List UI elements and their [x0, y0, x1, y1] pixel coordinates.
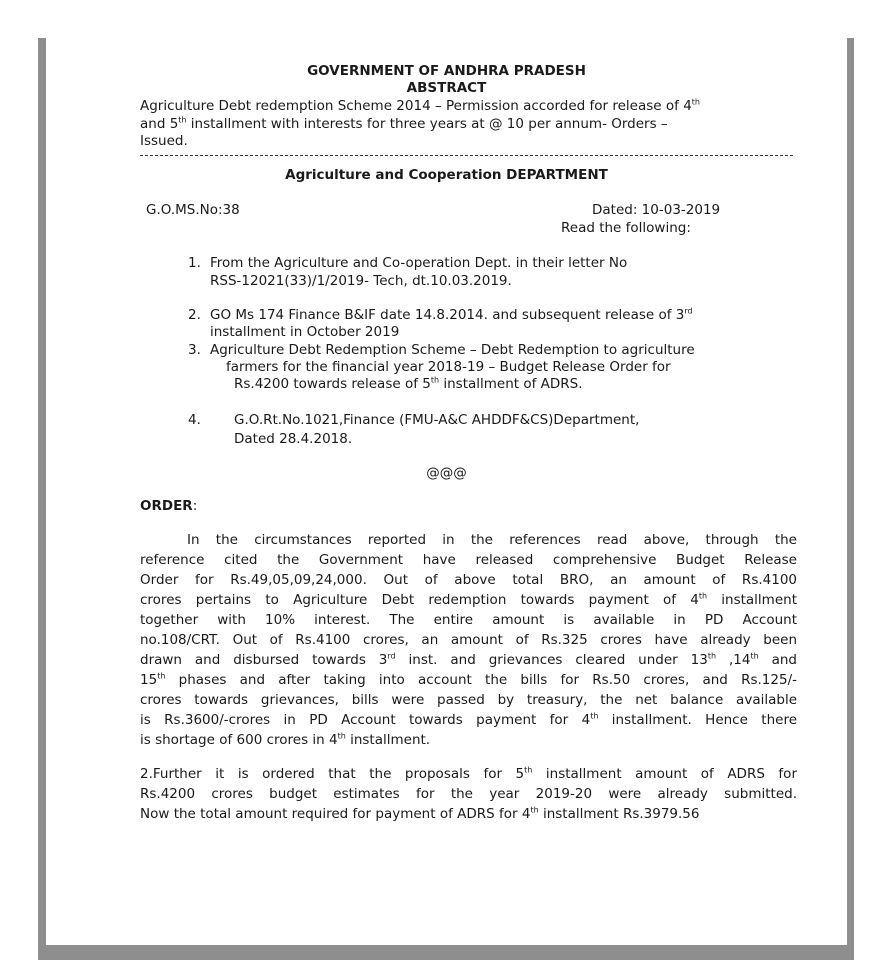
ref-1-line-2: RSS-12021(33)/1/2019- Tech, dt.10.03.2019. [210, 273, 512, 289]
para1-line: drawn and disbursed towards 3rd inst. and grievances cleared under 13th ,14th and [140, 651, 797, 668]
subject-line-3: Issued. [140, 133, 188, 149]
abstract-heading: ABSTRACT [406, 80, 487, 96]
para1-line: no.108/CRT. Out of Rs.4100 crores, an amount of Rs.325 crores have already been [140, 632, 797, 648]
para1-line: is Rs.3600/-crores in PD Account towards payment for 4th installment. Hence there [140, 711, 797, 728]
ref-2-line-2: installment in October 2019 [210, 324, 400, 340]
ref-number: 2. [188, 307, 201, 323]
ref-number: 3. [188, 342, 201, 358]
para1-line: 15th phases and after taking into account the bills for Rs.50 crores, and Rs.125/- [140, 671, 797, 688]
order-heading: ORDER: [140, 498, 198, 514]
ref-4-line-1: G.O.Rt.No.1021,Finance (FMU-A&C AHDDF&CS)Department, [234, 412, 640, 428]
ref-3-line-3: Rs.4200 towards release of 5th installment of ADRS. [234, 375, 583, 392]
para1-line: is shortage of 600 crores in 4th installment. [140, 731, 431, 748]
ref-3-line-1: Agriculture Debt Redemption Scheme – Debt Redemption to agriculture [210, 342, 695, 358]
read-following: Read the following: [561, 220, 691, 236]
para2-line: Now the total amount required for payment of ADRS for 4th installment Rs.3979.56 [140, 805, 700, 822]
para1-line: together with 10% interest. The entire amount is available in PD Account [140, 612, 797, 628]
para1-line: crores towards grievances, bills were passed by treasury, the net balance available [140, 692, 797, 708]
government-heading: GOVERNMENT OF ANDHRA PRADESH [307, 63, 586, 79]
subject-line-1: Agriculture Debt redemption Scheme 2014 – Permission accorded for release of 4th [140, 97, 700, 114]
ref-number: 4. [188, 412, 201, 428]
para2-line: 2.Further it is ordered that the proposals for 5th installment amount of ADRS for [140, 765, 797, 782]
ref-3-line-2: farmers for the financial year 2018-19 – Budget Release Order for [226, 359, 671, 375]
ref-1-line-1: From the Agriculture and Co-operation Dept. in their letter No [210, 255, 628, 271]
ref-4-line-2: Dated 28.4.2018. [234, 431, 353, 447]
document-page [46, 38, 847, 945]
dashed-divider [140, 155, 793, 156]
para1-line: reference cited the Government have released comprehensive Budget Release [140, 552, 797, 568]
para2-line: Rs.4200 crores budget estimates for the year 2019-20 were already submitted. [140, 786, 797, 802]
subject-line-2: and 5th installment with interests for three years at @ 10 per annum- Orders – [140, 115, 668, 132]
para1-line: Order for Rs.49,05,09,24,000. Out of above total BRO, an amount of Rs.4100 [140, 572, 797, 588]
ref-number: 1. [188, 255, 201, 271]
separator-symbol: @@@ [426, 465, 467, 481]
go-number: G.O.MS.No:38 [146, 202, 240, 218]
department-heading: Agriculture and Cooperation DEPARTMENT [285, 167, 608, 183]
para1-line: In the circumstances reported in the references read above, through the [187, 532, 797, 548]
ref-2-line-1: GO Ms 174 Finance B&IF date 14.8.2014. and subsequent release of 3rd [210, 306, 693, 323]
dated-text: Dated: 10-03-2019 [592, 202, 721, 218]
para1-line: crores pertains to Agriculture Debt redemption towards payment of 4th installment [140, 591, 797, 608]
